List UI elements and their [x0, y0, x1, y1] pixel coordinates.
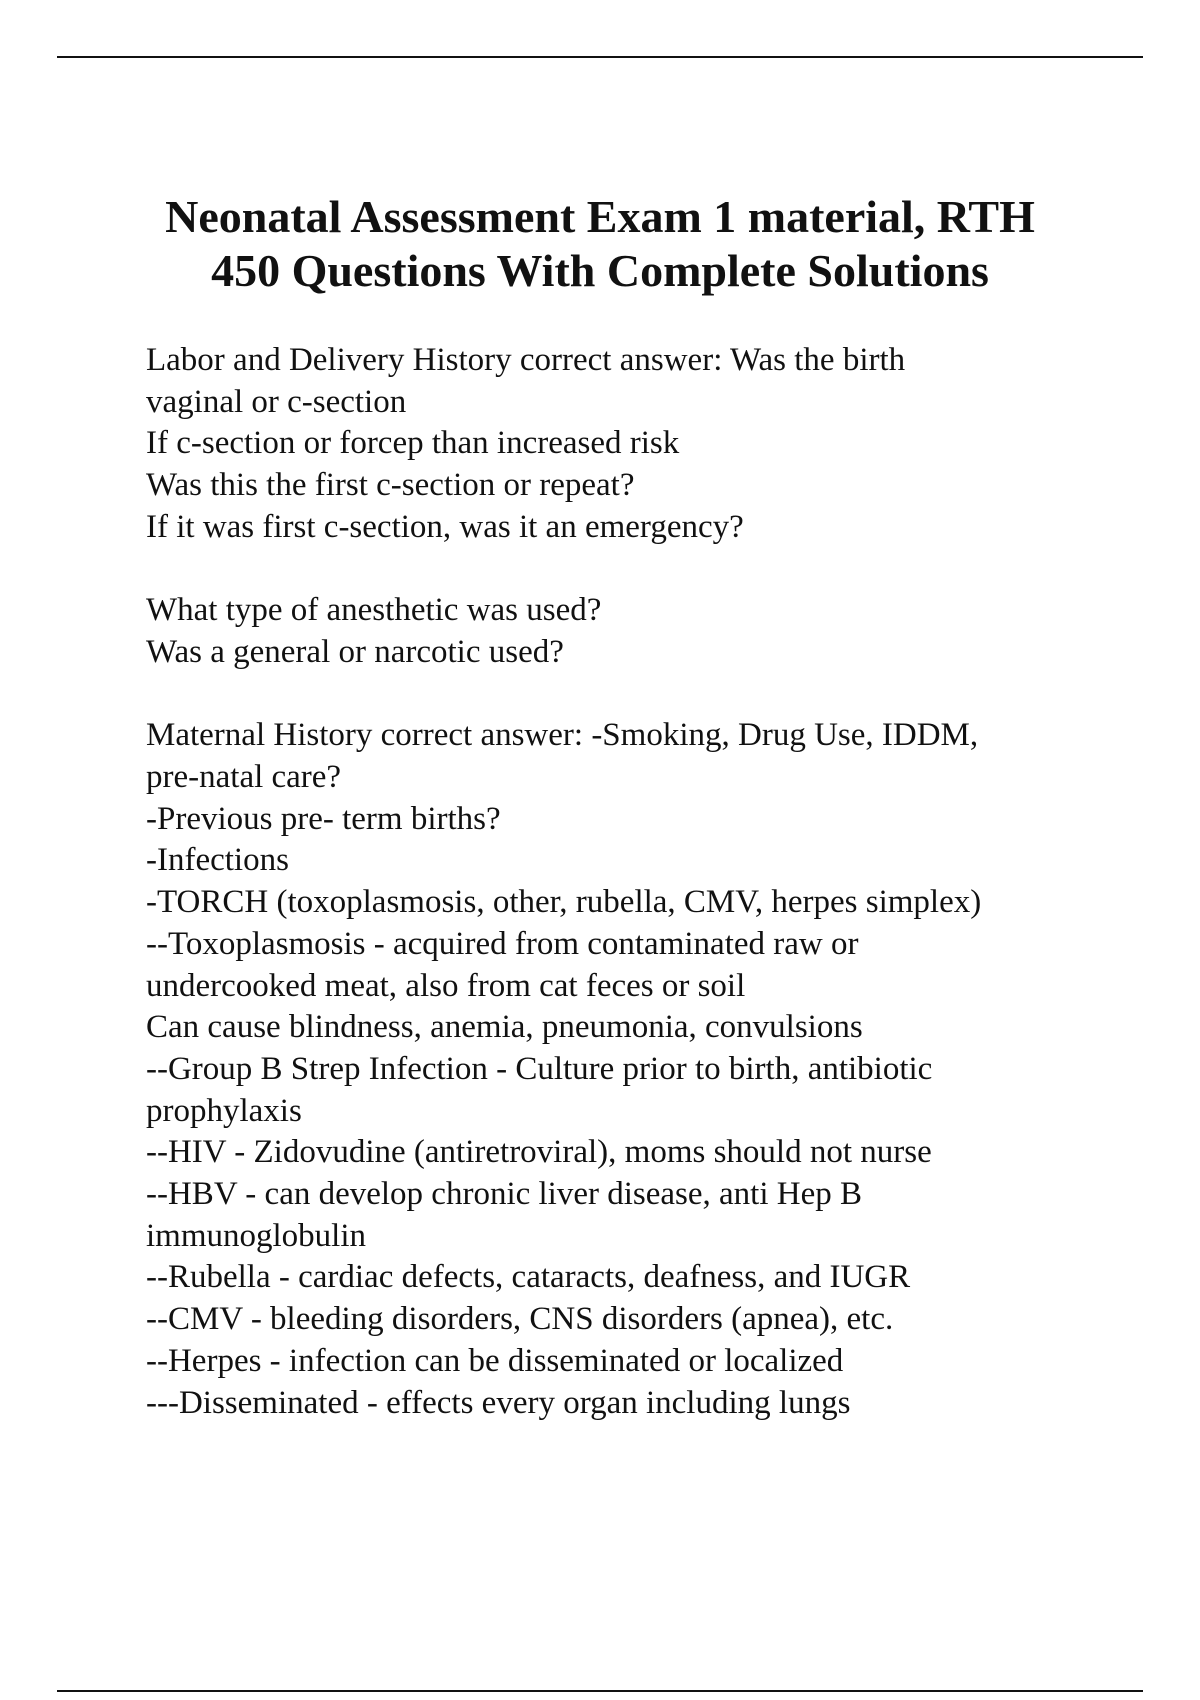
body-line: -Infections	[146, 842, 289, 879]
body-line: prophylaxis	[146, 1092, 302, 1129]
document-body	[146, 340, 1146, 1424]
body-line: What type of anesthetic was used?	[146, 592, 602, 629]
paragraph-gap	[146, 549, 1146, 591]
body-line: --CMV - bleeding disorders, CNS disorders (apnea), etc.	[146, 1301, 894, 1338]
body-line: pre-natal care?	[146, 759, 342, 795]
document-title	[100, 190, 1100, 298]
body-line: Maternal History correct answer: -Smoking, Drug Use, IDDM,	[146, 717, 979, 754]
bottom-rule	[57, 1690, 1143, 1692]
body-line: Can cause blindness, anemia, pneumonia, convulsions	[146, 1009, 863, 1046]
body-line: -Previous pre- term births?	[146, 800, 501, 837]
body-line: vaginal or c-section	[146, 383, 407, 420]
body-line: --Toxoplasmosis - acquired from contaminated raw or	[146, 925, 859, 962]
paragraph-gap	[146, 674, 1146, 716]
body-line: Was this the first c-section or repeat?	[146, 467, 635, 504]
title-line-2: 450 Questions With Complete Solutions	[211, 245, 989, 296]
body-line: --Group B Strep Infection - Culture prior to birth, antibiotic	[146, 1050, 933, 1087]
body-line: undercooked meat, also from cat feces or soil	[146, 967, 746, 1004]
body-line: Was a general or narcotic used?	[146, 633, 564, 670]
body-line: Labor and Delivery History correct answer: Was the birth	[146, 342, 906, 378]
body-line: --HIV - Zidovudine (antiretroviral), moms should not nurse	[146, 1134, 932, 1171]
title-line-1: Neonatal Assessment Exam 1 material, RTH	[165, 191, 1035, 242]
top-rule	[57, 56, 1143, 58]
body-line: --Herpes - infection can be disseminated or localized	[146, 1342, 844, 1379]
body-line: -TORCH (toxoplasmosis, other, rubella, CMV, herpes simplex)	[146, 884, 982, 921]
body-line: --Rubella - cardiac defects, cataracts, deafness, and IUGR	[146, 1259, 911, 1296]
body-line: ---Disseminated - effects every organ including lungs	[146, 1384, 851, 1421]
body-line: immunoglobulin	[146, 1217, 367, 1254]
body-line: If it was first c-section, was it an emergency?	[146, 508, 744, 545]
body-line: --HBV - can develop chronic liver disease, anti Hep B	[146, 1176, 862, 1213]
body-line: If c-section or forcep than increased risk	[146, 425, 680, 462]
